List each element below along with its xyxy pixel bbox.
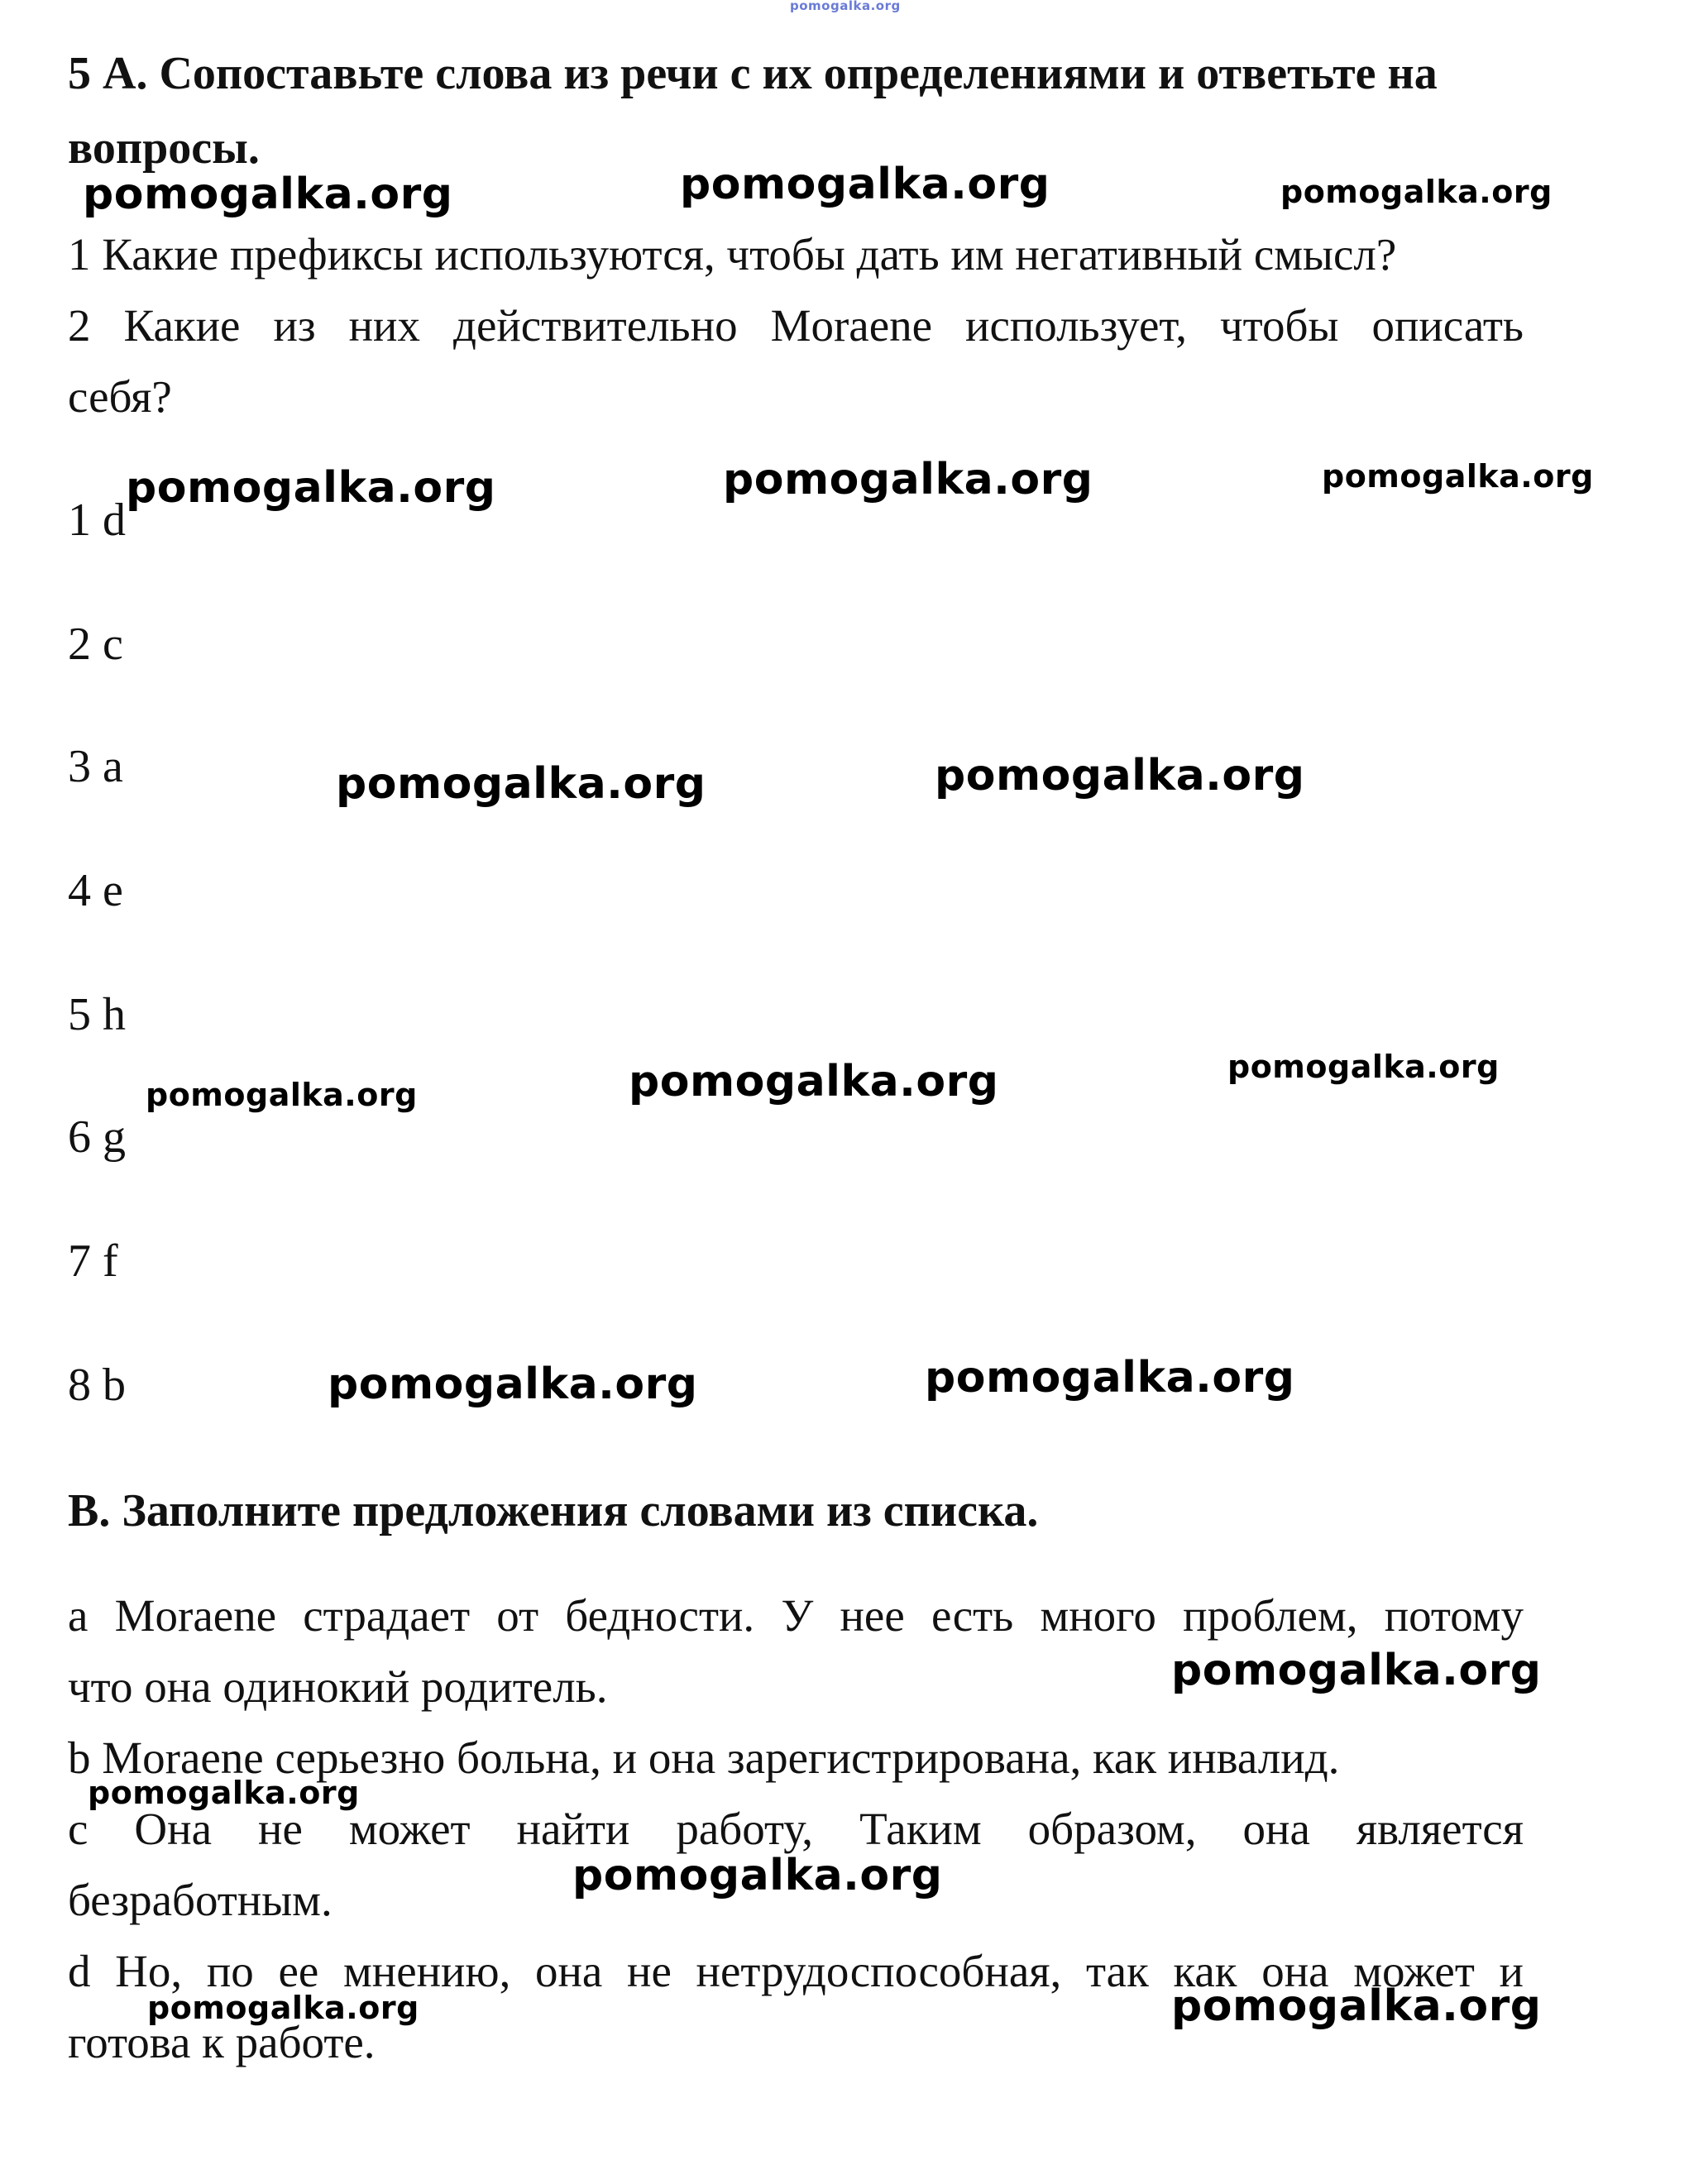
sentence-a-line1: a Moraene страдает от бедности. У нее есть много проблем, потому — [68, 1590, 1524, 1641]
watermark: pomogalka.org — [147, 1990, 419, 2026]
answer-item: 1 d — [68, 495, 126, 546]
answer-item: 6 g — [68, 1111, 126, 1163]
watermark: pomogalka.org — [935, 751, 1305, 800]
sentence-a-line2: что она одинокий родитель. — [68, 1661, 608, 1712]
sentence-c-line1: c Она не может найти работу, Таким образом, она является — [68, 1804, 1524, 1854]
watermark: pomogalka.org — [83, 170, 453, 219]
sentence-d-line2: готова к работе. — [68, 2017, 376, 2067]
watermark: pomogalka.org — [336, 759, 706, 809]
watermark: pomogalka.org — [1171, 1646, 1542, 1695]
watermark: pomogalka.org — [629, 1057, 999, 1106]
answer-item: 4 e — [68, 865, 123, 916]
watermark: pomogalka.org — [1227, 1049, 1500, 1085]
watermark: pomogalka.org — [146, 1077, 418, 1113]
answer-item: 7 f — [68, 1235, 118, 1287]
section-a-title-line1: 5 А. Сопоставьте слова из речи с их определениями и ответьте на — [68, 48, 1438, 99]
watermark: pomogalka.org — [1171, 1981, 1542, 2031]
answer-item: 2 c — [68, 619, 123, 670]
sentence-c-line2: безработным. — [68, 1875, 333, 1925]
answer-item: 5 h — [68, 989, 126, 1040]
watermark: pomogalka.org — [328, 1360, 698, 1409]
watermark: pomogalka.org — [723, 455, 1093, 504]
watermark: pomogalka.org — [680, 160, 1050, 209]
watermark: pomogalka.org — [88, 1775, 360, 1811]
watermark: pomogalka.org — [1322, 458, 1594, 495]
watermark: pomogalka.org — [925, 1353, 1295, 1403]
sentence-b: b Moraene серьезно больна, и она зарегистрирована, как инвалид. — [68, 1732, 1340, 1783]
sentence-d-line1: d Но, по ее мнению, она не нетрудоспособная, так как она может и — [68, 1946, 1524, 1996]
watermark: pomogalka.org — [126, 463, 496, 513]
answer-item: 8 b — [68, 1360, 126, 1411]
question-2-line2: себя? — [68, 371, 172, 422]
watermark: pomogalka.org — [572, 1851, 943, 1900]
section-b-title: B. Заполните предложения словами из списка. — [68, 1485, 1039, 1536]
question-2-line1: 2 Какие из них действительно Moraene использует, чтобы описать — [68, 300, 1524, 351]
watermark: pomogalka.org — [1280, 174, 1553, 210]
section-a-title-line2: вопросы. — [68, 122, 260, 174]
question-1: 1 Какие префиксы используются, чтобы дать им негативный смысл? — [68, 229, 1397, 280]
answer-item: 3 a — [68, 741, 123, 792]
watermark-top: pomogalka.org — [790, 0, 901, 13]
